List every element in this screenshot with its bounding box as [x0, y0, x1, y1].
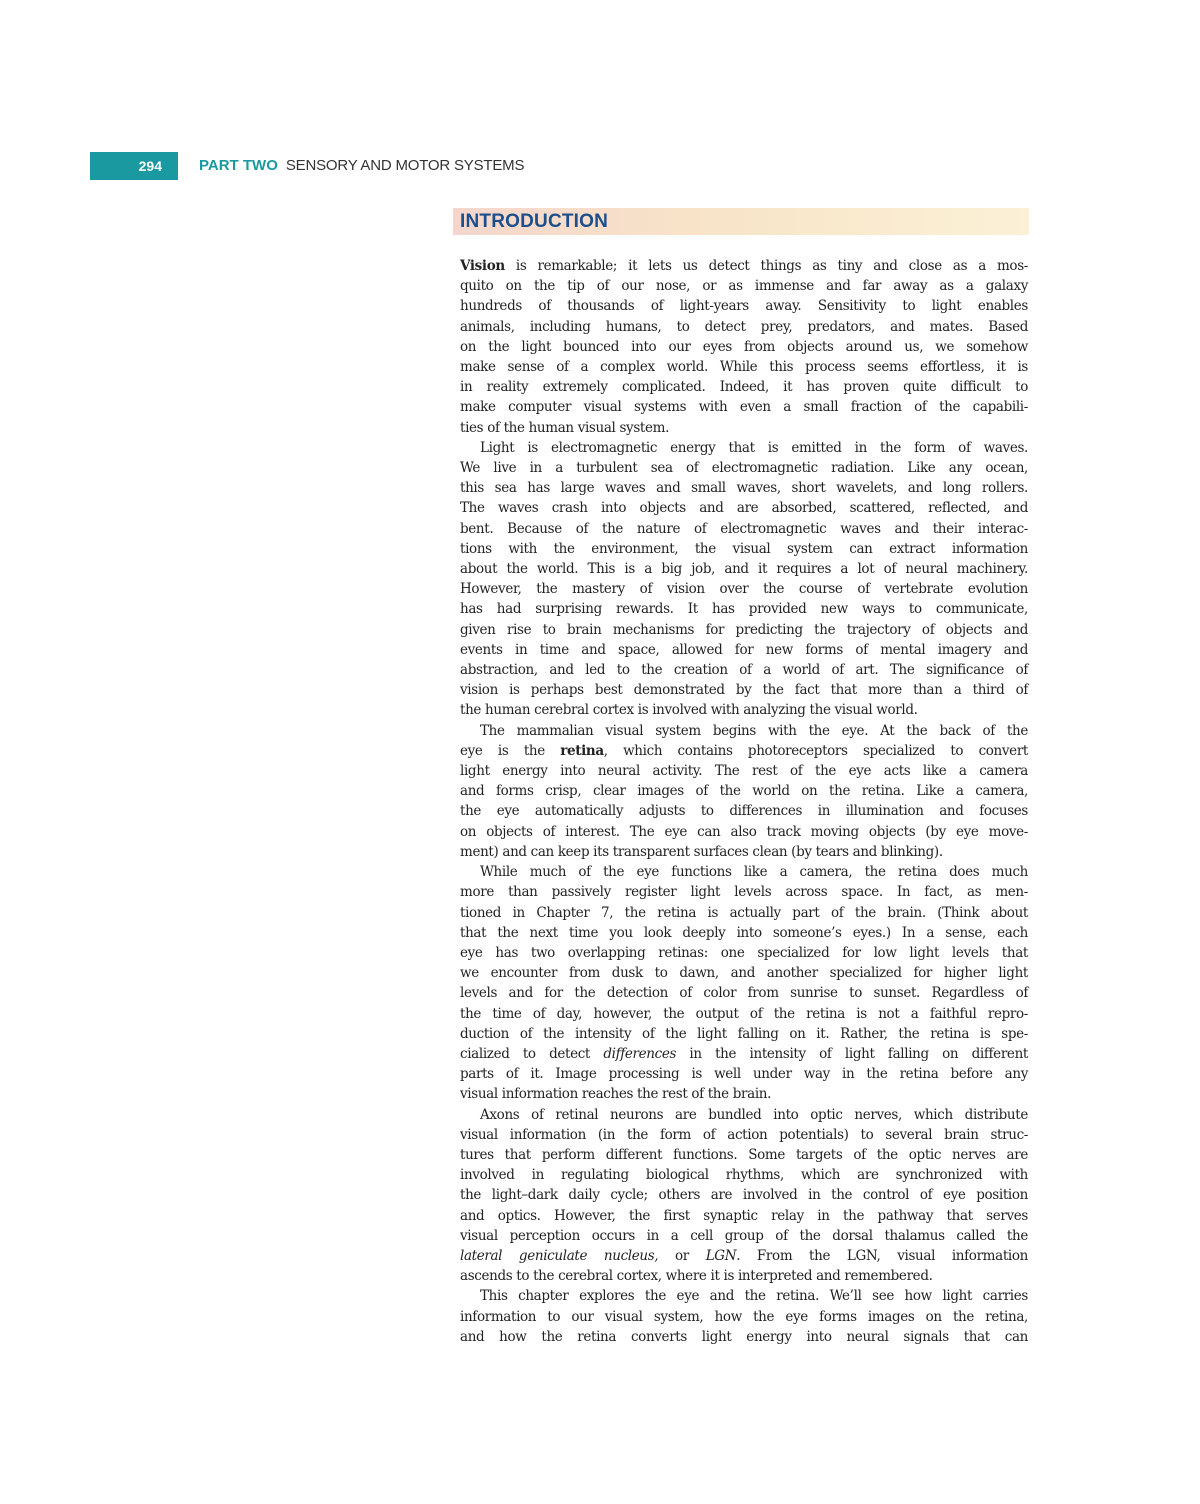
text-line: on the light bounced into our eyes from objects around us, we somehow	[460, 338, 1028, 355]
key-term-vision: Vision	[460, 258, 505, 274]
body-text	[460, 256, 1028, 1347]
text-line: Axons of retinal neurons are bundled into optic nerves, which distribute	[480, 1106, 1028, 1123]
text-line: We live in a turbulent sea of electromagnetic radiation. Like any ocean,	[460, 460, 1028, 477]
text-fragment: , which contains photoreceptors specialized to convert	[603, 742, 1028, 759]
part-label: PART TWO	[199, 157, 278, 174]
text-line: we encounter from dusk to dawn, and another specialized for higher light	[460, 965, 1028, 982]
text-line: the time of day, however, the output of the retina is not a faithful repro-	[460, 1005, 1028, 1022]
text-fragment: cialized to detect	[460, 1045, 604, 1062]
text-line: make sense of a complex world. While this process seems effortless, it is	[460, 359, 1028, 376]
text-line: ties of the human visual system.	[460, 419, 670, 436]
text-line: and optics. However, the first synaptic relay in the pathway that serves	[460, 1207, 1028, 1224]
text-fragment: in the intensity of light falling on different	[676, 1045, 1028, 1062]
text-line: the eye automatically adjusts to differences in illumination and focuses	[460, 803, 1028, 820]
text-line: eye has two overlapping retinas: one specialized for low light levels that	[460, 944, 1028, 961]
text-line: on objects of interest. The eye can also track moving objects (by eye move-	[460, 823, 1028, 840]
text-line: that the next time you look deeply into someone’s eyes.) In a sense, each	[460, 924, 1028, 941]
text-line: bent. Because of the nature of electromagnetic waves and their interac-	[460, 520, 1028, 537]
text-line: The waves crash into objects and are absorbed, scattered, reflected, and	[460, 500, 1028, 517]
text-line: Light is electromagnetic energy that is emitted in the form of waves.	[480, 439, 1028, 456]
text-line: events in time and space, allowed for new forms of mental imagery and	[460, 641, 1028, 658]
text-line: in reality extremely complicated. Indeed, it has proven quite difficult to	[460, 379, 1028, 396]
text-line: animals, including humans, to detect prey, predators, and mates. Based	[460, 318, 1028, 335]
text-line: make computer visual systems with even a small fraction of the capabili-	[460, 399, 1028, 416]
text-line	[460, 741, 1028, 761]
section-title: INTRODUCTION	[460, 211, 609, 232]
running-head	[199, 152, 524, 180]
text-fragment: eye is the	[460, 742, 561, 759]
text-line: more than passively register light levels across space. In fact, as men-	[460, 884, 1028, 901]
text-line: ment) and can keep its transparent surfaces clean (by tears and blinking).	[460, 843, 943, 860]
text-line: tions with the environment, the visual system can extract information	[460, 540, 1028, 557]
text-line: tioned in Chapter 7, the retina is actually part of the brain. (Think about	[460, 904, 1028, 921]
text-fragment: or	[658, 1247, 706, 1264]
text-fragment: . From the LGN, visual information	[736, 1247, 1028, 1264]
text-line: hundreds of thousands of light-years away. Sensitivity to light enables	[460, 298, 1028, 315]
text-line: and forms crisp, clear images of the world on the retina. Like a camera,	[460, 783, 1028, 800]
text-line: abstraction, and led to the creation of a world of art. The significance of	[460, 662, 1028, 679]
text-line: about the world. This is a big job, and it requires a lot of neural machinery.	[460, 561, 1028, 578]
text-line: light energy into neural activity. The rest of the eye acts like a camera	[460, 763, 1028, 780]
emphasis-lateral-geniculate-nucleus: lateral geniculate nucleus,	[460, 1247, 659, 1264]
text-line: has had surprising rewards. It has provided new ways to communicate,	[460, 601, 1028, 618]
text-line: This chapter explores the eye and the retina. We’ll see how light carries	[480, 1288, 1028, 1305]
text-line: The mammalian visual system begins with the eye. At the back of the	[480, 722, 1028, 739]
text-line	[460, 1246, 1028, 1266]
text-line: visual perception occurs in a cell group of the dorsal thalamus called the	[460, 1227, 1028, 1244]
text-line	[460, 256, 1028, 276]
text-line: and how the retina converts light energy into neural signals that can	[460, 1328, 1028, 1345]
emphasis-lgn: LGN	[705, 1247, 737, 1264]
text-line: given rise to brain mechanisms for predicting the trajectory of objects and	[460, 621, 1028, 638]
text-line: vision is perhaps best demonstrated by the fact that more than a third of	[460, 682, 1028, 699]
text-line: However, the mastery of vision over the course of vertebrate evolution	[460, 581, 1028, 598]
text-line: parts of it. Image processing is well under way in the retina before any	[460, 1066, 1028, 1083]
text-line: tures that perform different functions. Some targets of the optic nerves are	[460, 1146, 1028, 1163]
text-line: this sea has large waves and small waves, short wavelets, and long rollers.	[460, 480, 1028, 497]
page-number: 294	[138, 158, 162, 174]
text-line: the human cerebral cortex is involved with analyzing the visual world.	[460, 702, 918, 719]
text-line: levels and for the detection of color from sunrise to sunset. Regardless of	[460, 985, 1028, 1002]
text-line: the light–dark daily cycle; others are involved in the control of eye position	[460, 1187, 1028, 1204]
text-line: visual information (in the form of action potentials) to several brain struc-	[460, 1126, 1028, 1143]
text-line: ascends to the cerebral cortex, where it is interpreted and remembered.	[460, 1268, 933, 1285]
emphasis-differences: differences	[603, 1045, 677, 1062]
text-line: quito on the tip of our nose, or as immense and far away as a galaxy	[460, 278, 1028, 295]
part-title: SENSORY AND MOTOR SYSTEMS	[285, 157, 525, 174]
key-term-retina: retina	[560, 742, 604, 759]
text-line: information to our visual system, how the eye forms images on the retina,	[460, 1308, 1028, 1325]
text-line: involved in regulating biological rhythms, which are synchronized with	[460, 1167, 1028, 1184]
text-line	[460, 1044, 1028, 1064]
text-fragment: is remarkable; it lets us detect things as tiny and close as a mos-	[504, 258, 1028, 274]
text-line: duction of the intensity of the light falling on it. Rather, the retina is spe-	[460, 1025, 1028, 1042]
text-line: visual information reaches the rest of the brain.	[460, 1086, 772, 1103]
text-line: While much of the eye functions like a camera, the retina does much	[480, 864, 1028, 881]
